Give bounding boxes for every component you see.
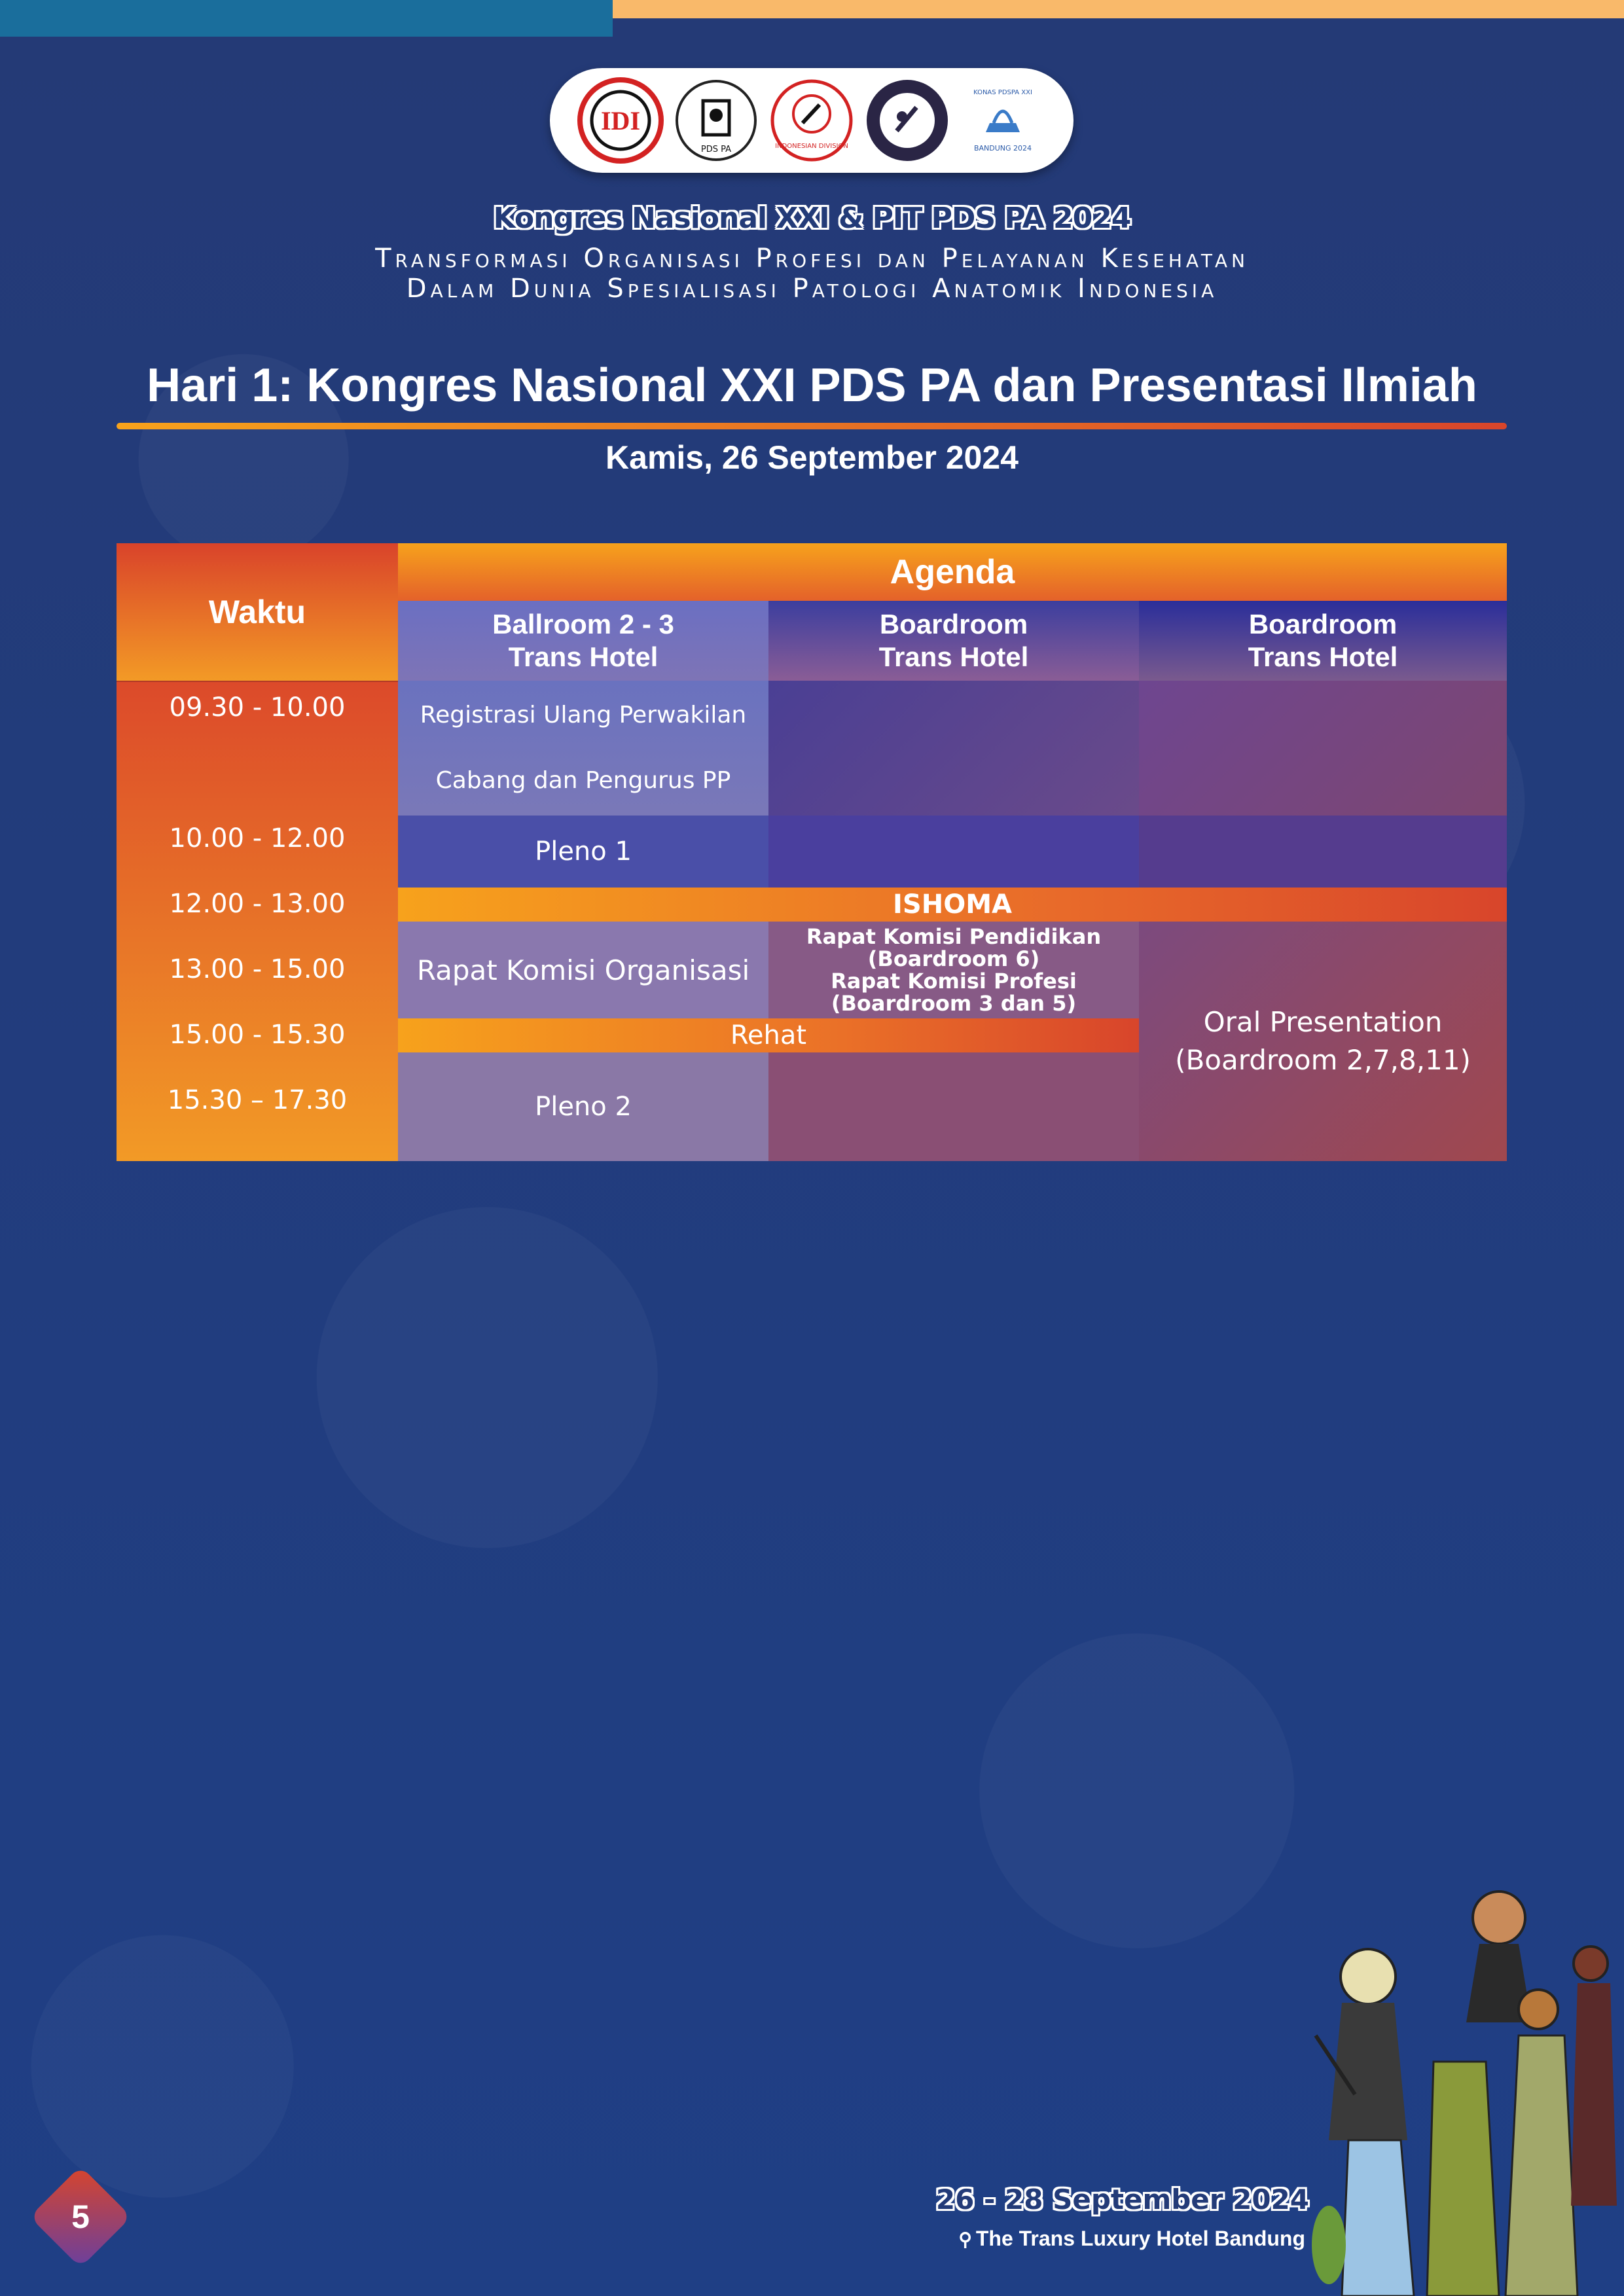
room-header-boardroom-a [768,601,1139,681]
event-venue [851,2227,1305,2251]
venue-text: The Trans Luxury Hotel Bandung [975,2227,1305,2250]
agenda-header: Agenda [398,543,1507,601]
logo-strip [550,68,1074,173]
iap-logo-text: INDONESIAN DIVISION [775,143,848,150]
session-registrasi-line2: Cabang dan Pengurus PP [435,767,731,794]
konas-bandung-logo [960,77,1046,164]
session-oral-presentation [1139,922,1507,1161]
pdspa-logo-text: PDS PA [700,145,732,154]
session-pleno-2: Pleno 2 [398,1052,768,1161]
time-slot: 13.00 - 15.00 [169,954,346,984]
international-academy-logo [864,77,950,164]
room-header-boardroom-b [1139,601,1507,681]
empty-slot [1139,816,1507,888]
time-slot: 12.00 - 13.00 [169,889,346,919]
empty-slot [768,1052,1139,1161]
room-header-line1: Ballroom 2 - 3 [492,609,674,639]
konas-logo-text-top: KONAS PDSPA XXI [973,89,1032,96]
oral-line2: (Boardroom 2,7,8,11) [1175,1044,1471,1076]
konas-logo-text-bottom: BANDUNG 2024 [973,144,1032,152]
title-underline [117,423,1507,429]
time-slot: 09.30 - 10.00 [169,692,346,723]
room-header-line2: Trans Hotel [1248,641,1398,672]
time-slot: 10.00 - 12.00 [169,823,346,853]
page-number: 5 [71,2198,90,2235]
iap-indonesian-division-logo [768,77,855,164]
session-registrasi [398,681,768,816]
day-date: Kamis, 26 September 2024 [605,439,1019,476]
break-rehat: Rehat [398,1018,1139,1052]
congress-title: Kongres Nasional XXI & PIT PDS PA 2024 [493,202,1131,235]
room-header-line1: Boardroom [1248,609,1398,639]
wayang-puppets-illustration [1303,1878,1624,2296]
idi-logo [577,77,664,164]
break-ishoma: ISHOMA [398,888,1507,922]
komisi-pendidikan: Rapat Komisi Pendidikan [806,924,1102,949]
top-bar-blue [0,0,613,37]
day-title: Hari 1: Kongres Nasional XXI PDS PA dan Presentasi Ilmiah [147,359,1477,412]
top-bar-peach [613,0,1624,18]
room-header-ballroom [398,601,768,681]
room-header-line1: Boardroom [879,609,1028,639]
empty-slot [768,816,1139,888]
idi-logo-text: IDI [600,106,641,135]
session-komisi-organisasi: Rapat Komisi Organisasi [398,922,768,1018]
empty-slot [1139,681,1507,816]
pdspa-logo [673,77,759,164]
time-slot: 15.30 – 17.30 [167,1085,348,1115]
room-header-line2: Trans Hotel [878,641,1029,672]
empty-slot [768,681,1139,816]
room-header-line2: Trans Hotel [508,641,659,672]
session-komisi-pendidikan-profesi [768,922,1139,1018]
komisi-profesi-room: (Boardroom 3 dan 5) [831,991,1077,1016]
oral-line1: Oral Presentation [1203,1006,1443,1038]
time-slot: 15.00 - 15.30 [169,1020,346,1050]
session-registrasi-line1: Registrasi Ulang Perwakilan [420,702,747,728]
event-dates: 26 - 28 September 2024 [935,2183,1309,2215]
theme-line-2: Dalam Dunia Spesialisasi Patologi Anatomik Indonesia [406,274,1218,304]
map-pin-icon: ⚲ [958,2229,972,2250]
session-pleno-1: Pleno 1 [398,816,768,888]
komisi-pendidikan-room: (Boardroom 6) [867,946,1040,971]
komisi-profesi: Rapat Komisi Profesi [831,969,1077,994]
waktu-header: Waktu [117,543,398,681]
theme-line-1: Transformasi Organisasi Profesi dan Pelayanan Kesehatan [375,243,1249,274]
